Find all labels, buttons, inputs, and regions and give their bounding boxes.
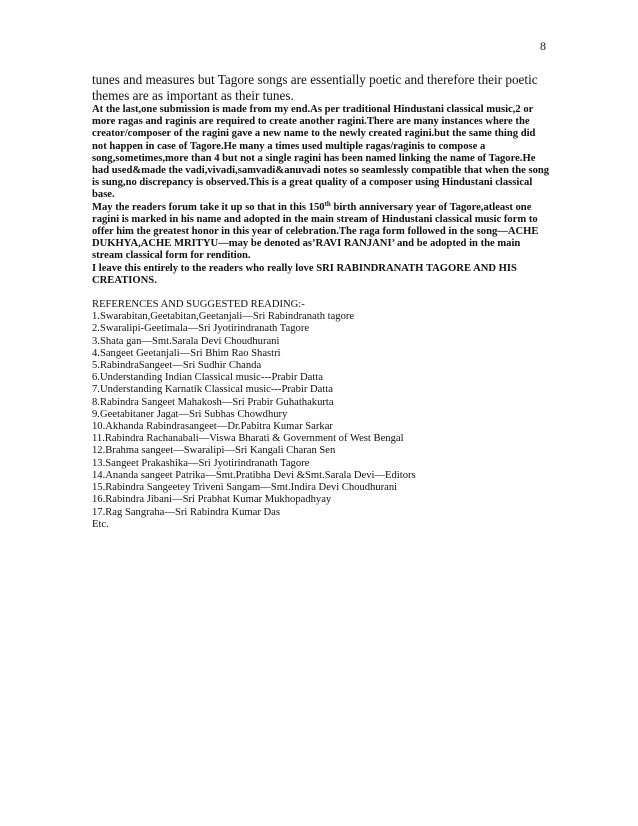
reference-item: 15.Rabindra Sangeetey Triveni Sangam—Smt.Indira Devi Choudhurani xyxy=(92,482,398,494)
references-section xyxy=(92,299,552,531)
reference-item: Etc. xyxy=(92,518,109,530)
references-list xyxy=(92,311,552,531)
document-body xyxy=(92,72,552,531)
reference-item: 11.Rabindra Rachanabali—Viswa Bharati & Government of West Bengal xyxy=(92,433,404,445)
readers-forum-paragraph xyxy=(92,199,552,263)
submission-paragraph: At the last,one submission is made from my end.As per traditional Hindustani classical music,2 or more ragas and raginis are required to create another ragini.There are many instances where the creator/composer of the ragini gave a new name to the newly created ragini.but the same thing did not happen in case of Tagore.He many a times used multiple ragas/raginis to compose a song,sometimes,more than 4 but not a single ragini has been named linking the name of Tagore.He had used&made the vadi,vivadi,samvadi&anuvadi notes so seamlessly compatible that when the song is sung,no discrepancy is observed.This is a great quality of a composer using Hindustani classical base. xyxy=(92,104,550,201)
reference-item: 8.Rabindra Sangeet Mahakosh—Sri Prabir Guhathakurta xyxy=(92,396,334,408)
reference-item: 14.Ananda sangeet Patrika—Smt.Pratibha Devi &Smt.Sarala Devi—Editors xyxy=(92,469,416,481)
reference-item: 2.Swaralipi-Geetimala—Sri Jyotirindranath Tagore xyxy=(92,323,310,335)
reference-item: 13.Sangeet Prakashika—Sri Jyotirindranath Tagore xyxy=(92,457,310,469)
reference-item: 5.RabindraSangeet—Sri Sudhir Chanda xyxy=(92,360,262,372)
reference-item: 17.Rag Sangraha—Sri Rabindra Kumar Das xyxy=(92,506,280,518)
references-heading: REFERENCES AND SUGGESTED READING:- xyxy=(92,299,305,311)
reference-item: 16.Rabindra Jibani—Sri Prabhat Kumar Mukhopadhyay xyxy=(92,494,332,506)
closing-paragraph: I leave this entirely to the readers who really love SRI RABINDRANATH TAGORE AND HIS CREATIONS. xyxy=(92,262,517,286)
reference-item: 4.Sangeet Geetanjali—Sri Bhim Rao Shastri xyxy=(92,347,281,359)
reference-item: 6.Understanding Indian Classical music---Prabir Datta xyxy=(92,372,323,384)
reference-item: 10.Akhanda Rabindrasangeet—Dr.Pabitra Kumar Sarkar xyxy=(92,421,333,433)
ordinal-suffix: th xyxy=(324,199,331,208)
reference-item: 7.Understanding Karnatik Classical music---Prabir Datta xyxy=(92,384,333,396)
reference-item: 1.Swarabitan,Geetabitan,Geetanjali—Sri Rabindranath tagore xyxy=(92,311,355,323)
reference-item: 12.Brahma sangeet—Swaralipi—Sri Kangali Charan Sen xyxy=(92,445,336,457)
intro-paragraph: tunes and measures but Tagore songs are essentially poetic and therefore their poetic themes are as important as their tunes. xyxy=(92,72,538,103)
reference-item: 3.Shata gan—Smt.Sarala Devi Choudhurani xyxy=(92,335,280,347)
reference-item: 9.Geetabitaner Jagat—Sri Subhas Chowdhury xyxy=(92,408,288,420)
readers-forum-text-before: May the readers forum take it up so that in this 150 xyxy=(92,201,325,213)
readers-forum-text-after: birth anniversary year of Tagore,atleast one ragini is marked in his name and adopted in the main stream of Hindustani classical music form to offer him the greatest honor in this year of celebration.The raga form followed in the song—ACHE DUKHYA,ACHE MRITYU—may be denoted as’RAVI RANJANI’ and be adopted in the main stream classical form for rendition. xyxy=(92,201,539,262)
page-number: 8 xyxy=(540,39,546,53)
